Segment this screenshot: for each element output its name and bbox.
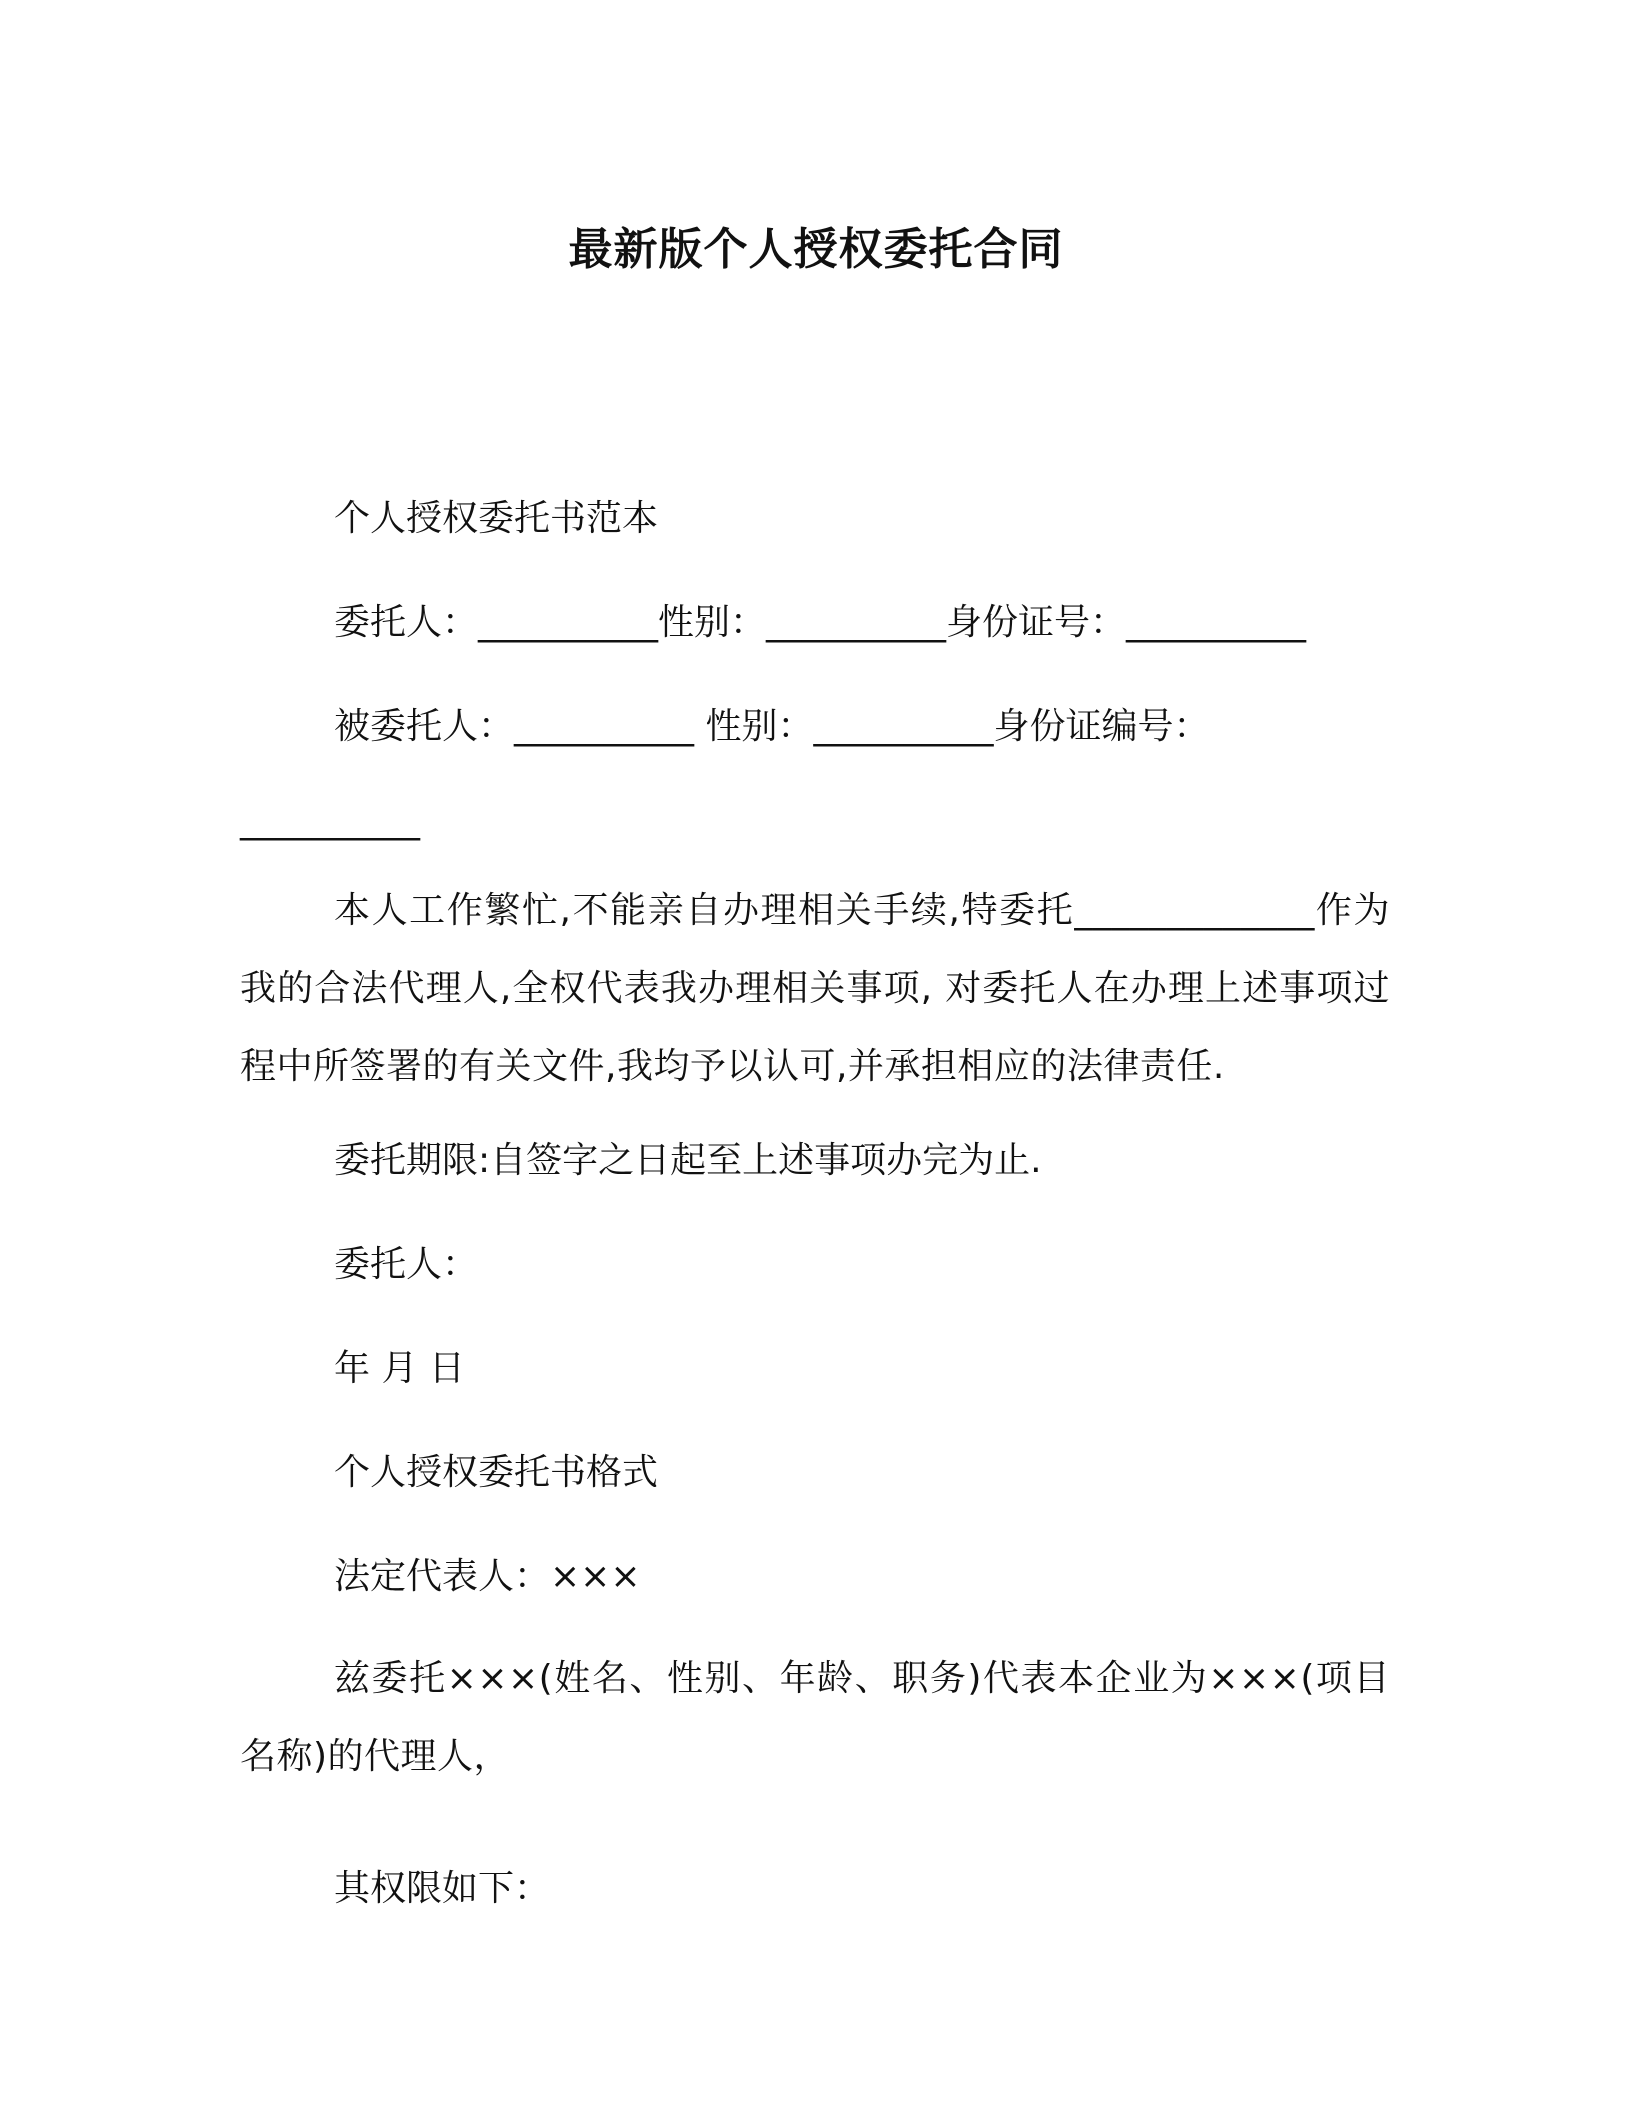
- entrust-paragraph: 兹委托×××(姓名、性别、年龄、职务)代表本企业为×××(项目名称)的代理人，: [240, 1658, 1390, 1777]
- legal-representative-line: 法定代表人：×××: [334, 1556, 641, 1597]
- authorization-paragraph: 本人工作繁忙,不能亲自办理相关手续,特委托_____________作为我的合法代理人,全权代表我办理相关事项, 对委托人在办理上述事项过程中所签署的有关文件,我均予以认可,并承担相应的法律责任.: [240, 890, 1390, 1087]
- section-heading-template: 个人授权委托书范本: [334, 498, 659, 539]
- principal-signature-line: 委托人：: [334, 1244, 479, 1285]
- principal-info-line: 委托人：__________性别：__________身份证号：__________: [334, 602, 1307, 643]
- agent-info-line: 被委托人：__________ 性别：__________身份证编号：: [334, 706, 1210, 747]
- date-line: 年 月 日: [334, 1348, 465, 1389]
- powers-line: 其权限如下：: [334, 1868, 551, 1909]
- document-title: 最新版个人授权委托合同: [568, 224, 1064, 275]
- agent-info-line-continued: __________: [240, 800, 420, 841]
- section-heading-format: 个人授权委托书格式: [334, 1452, 659, 1493]
- term-line: 委托期限:自签字之日起至上述事项办完为止.: [334, 1140, 1042, 1181]
